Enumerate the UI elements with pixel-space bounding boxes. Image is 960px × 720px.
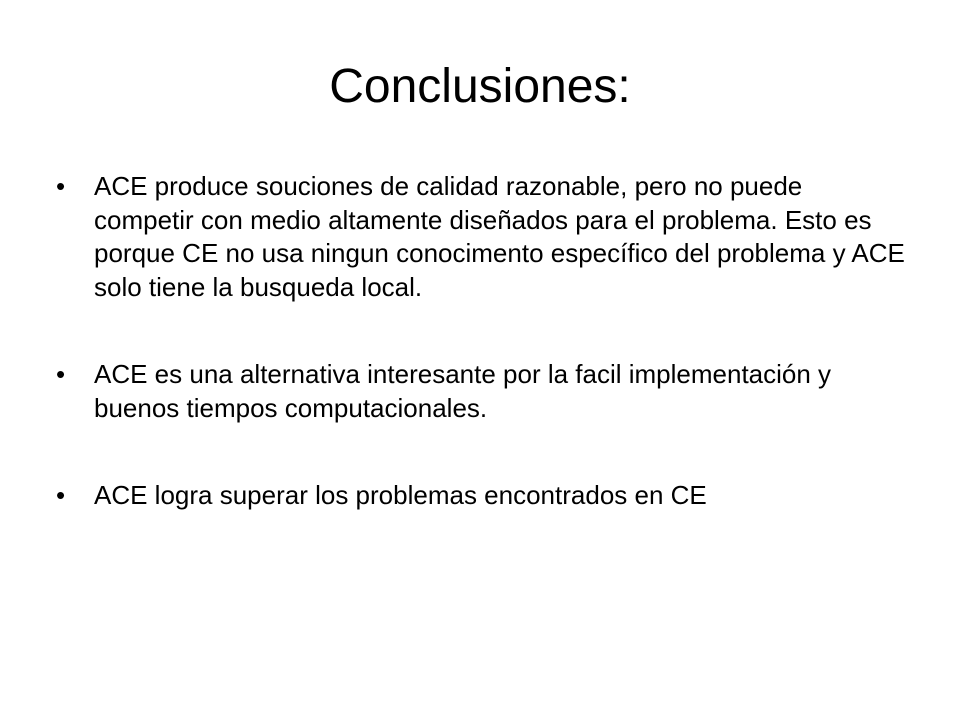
bullet-text: ACE logra superar los problemas encontrados en CE <box>94 480 707 510</box>
slide-title: Conclusiones: <box>329 60 631 113</box>
bullet-icon: • <box>56 171 66 201</box>
bullet-icon: • <box>56 359 66 389</box>
bullet-item <box>56 479 906 513</box>
bullet-list <box>56 170 906 513</box>
bullet-text: ACE es una alternativa interesante por la facil implementación y buenos tiempos computacionales. <box>94 359 832 423</box>
bullet-item <box>56 170 906 304</box>
bullet-icon: • <box>56 480 66 510</box>
bullet-item <box>56 358 906 425</box>
bullet-text: ACE produce souciones de calidad razonable, pero no puede competir con medio altamente diseñados para el problema. Esto es porque CE no usa ningun conocimento específico del problema y ACE solo tiene la busqueda local. <box>94 171 905 302</box>
